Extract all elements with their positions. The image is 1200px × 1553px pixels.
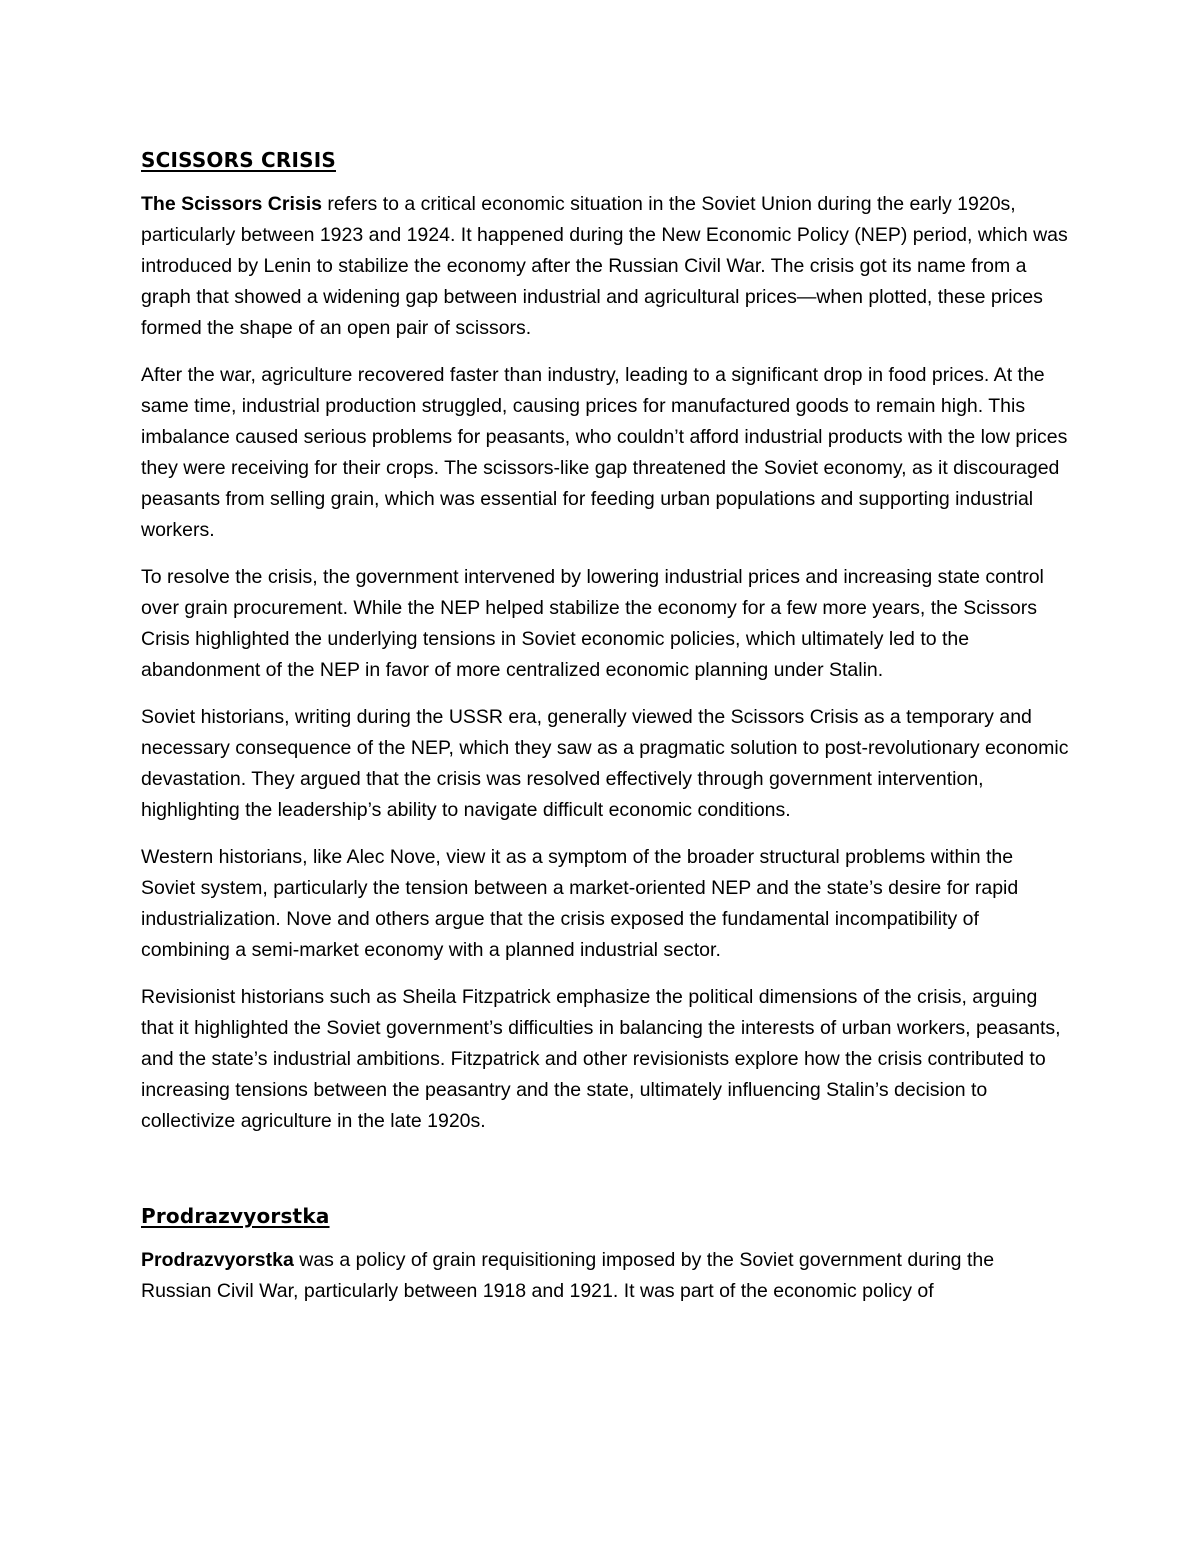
- paragraph-after-war: After the war, agriculture recovered faster than industry, leading to a significant drop in food prices. At the same time, industrial production struggled, causing prices for manufactured goods to remain high. This imbalance caused serious problems for peasants, who couldn’t afford industrial products with the low prices they were receiving for their crops. The scissors-like gap threatened the Soviet economy, as it discouraged peasants from selling grain, which was essential for feeding urban populations and supporting industrial workers.: [141, 364, 1068, 541]
- section-heading-scissors-crisis: SCISSORS CRISIS: [141, 148, 336, 172]
- paragraph-lead-term: The Scissors Crisis: [141, 193, 323, 215]
- paragraph-resolution: To resolve the crisis, the government intervened by lowering industrial prices and increasing state control over grain procurement. While the NEP helped stabilize the economy for a few more years, the Scissors Crisis highlighted the underlying tensions in Soviet economic policies, which ultimately led to the abandonment of the NEP in favor of more centralized economic planning under Stalin.: [141, 566, 1044, 681]
- paragraph-prodrazvyorstka-intro: [141, 1245, 1069, 1307]
- paragraph-revisionist-historians: Revisionist historians such as Sheila Fitzpatrick emphasize the political dimensions of the crisis, arguing that it highlighted the Soviet government’s difficulties in balancing the interests of urban workers, peasants, and the state’s industrial ambitions. Fitzpatrick and other revisionists explore how the crisis contributed to increasing tensions between the peasantry and the state, ultimately influencing Stalin’s decision to collectivize agriculture in the late 1920s.: [141, 986, 1061, 1132]
- paragraph-soviet-historians: Soviet historians, writing during the USSR era, generally viewed the Scissors Crisis as a temporary and necessary consequence of the NEP, which they saw as a pragmatic solution to post-revolutionary economic devastation. They argued that the crisis was resolved effectively through government intervention, highlighting the leadership’s ability to navigate difficult economic conditions.: [141, 706, 1069, 821]
- paragraph-text: refers to a critical economic situation in the Soviet Union during the early 1920s, particularly between 1923 and 1924. It happened during the New Economic Policy (NEP) period, which was introduced by Lenin to stabilize the economy after the Russian Civil War. The crisis got its name from a graph that showed a widening gap between industrial and agricultural prices—when plotted, these prices formed the shape of an open pair of scissors.: [141, 193, 1068, 339]
- paragraph-western-historians: Western historians, like Alec Nove, view it as a symptom of the broader structural problems within the Soviet system, particularly the tension between a market-oriented NEP and the state’s desire for rapid industrialization. Nove and others argue that the crisis exposed the fundamental incompatibility of combining a semi-market economy with a planned industrial sector.: [141, 846, 1019, 961]
- document-body: [141, 145, 1069, 1323]
- section-heading-prodrazvyorstka: Prodrazvyorstka: [141, 1204, 330, 1228]
- paragraph-text: was a policy of grain requisitioning imposed by the Soviet government during the Russian Civil War, particularly between 1918 and 1921. It was part of the economic policy of: [141, 1249, 995, 1302]
- paragraph-lead-term: Prodrazvyorstka: [141, 1249, 294, 1271]
- paragraph-scissors-intro: [141, 189, 1069, 344]
